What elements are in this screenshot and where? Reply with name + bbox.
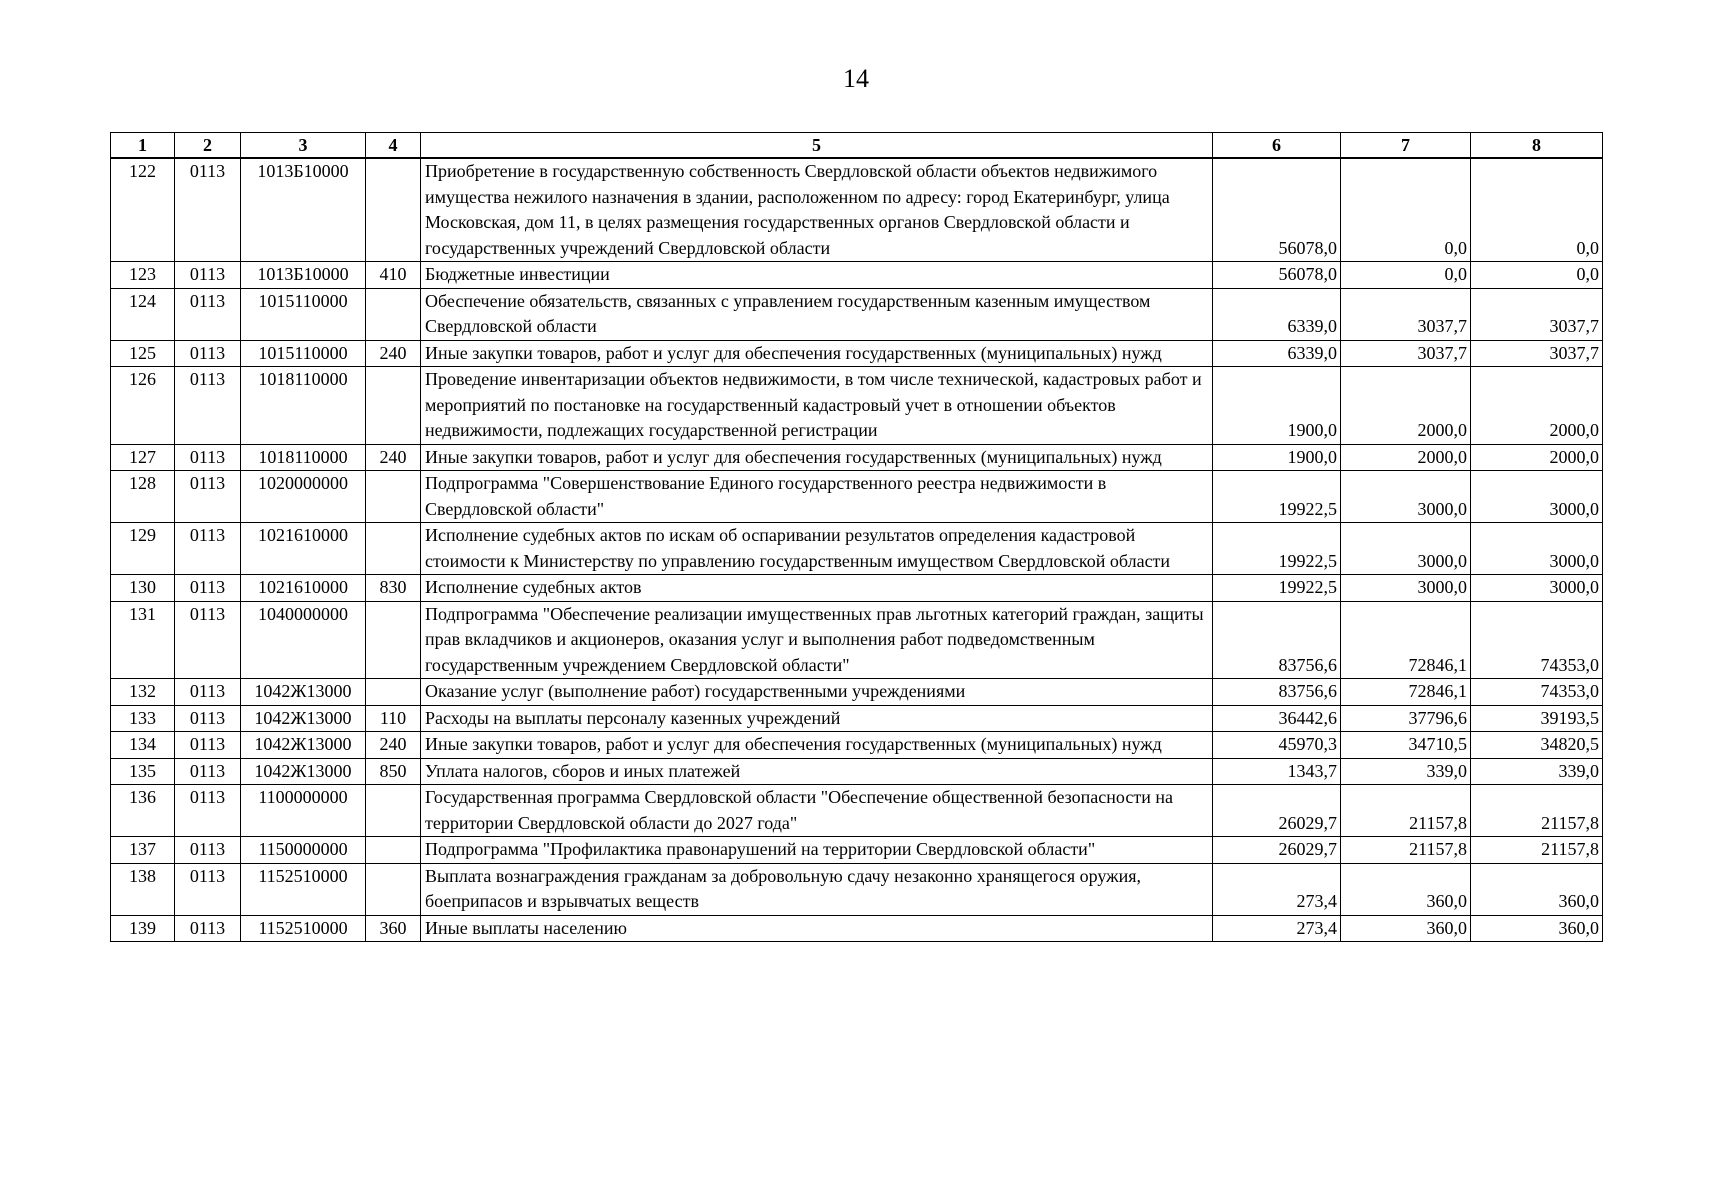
expense-type-cell: 110 <box>366 705 421 732</box>
table-row <box>111 575 1603 602</box>
target-code-cell: 1100000000 <box>241 785 366 837</box>
expense-type-cell <box>366 367 421 445</box>
description-cell: Государственная программа Свердловской области "Обеспечение общественной безопасности на территории Свердловской области до 2027 года" <box>421 785 1213 837</box>
target-code-cell: 1021610000 <box>241 523 366 575</box>
amount-col8-cell: 3000,0 <box>1471 575 1603 602</box>
table-row <box>111 705 1603 732</box>
table-row <box>111 158 1603 262</box>
amount-col6-cell: 273,4 <box>1213 863 1341 915</box>
target-code-cell: 1021610000 <box>241 575 366 602</box>
row-number-cell: 136 <box>111 785 175 837</box>
row-number-cell: 138 <box>111 863 175 915</box>
target-code-cell: 1015110000 <box>241 288 366 340</box>
row-number-cell: 135 <box>111 758 175 785</box>
amount-col8-cell: 3037,7 <box>1471 340 1603 367</box>
expense-type-cell <box>366 837 421 864</box>
expense-type-cell: 240 <box>366 732 421 759</box>
table-row <box>111 679 1603 706</box>
target-code-cell: 1013Б10000 <box>241 158 366 262</box>
amount-col6-cell: 1900,0 <box>1213 367 1341 445</box>
amount-col6-cell: 26029,7 <box>1213 837 1341 864</box>
header-cell: 5 <box>421 133 1213 159</box>
description-cell: Иные выплаты населению <box>421 915 1213 942</box>
row-number-cell: 122 <box>111 158 175 262</box>
expense-type-cell <box>366 158 421 262</box>
description-cell: Бюджетные инвестиции <box>421 262 1213 289</box>
amount-col8-cell: 3037,7 <box>1471 288 1603 340</box>
amount-col7-cell: 2000,0 <box>1341 367 1471 445</box>
description-cell: Подпрограмма "Обеспечение реализации имущественных прав льготных категорий граждан, защиты прав вкладчиков и акционеров, оказания услуг и выполнения работ подведомственным государственным учреждением Свердловской области" <box>421 601 1213 679</box>
table-row <box>111 340 1603 367</box>
section-code-cell: 0113 <box>175 679 241 706</box>
header-cell: 7 <box>1341 133 1471 159</box>
expense-type-cell <box>366 785 421 837</box>
target-code-cell: 1042Ж13000 <box>241 758 366 785</box>
amount-col8-cell: 360,0 <box>1471 863 1603 915</box>
budget-table <box>110 132 1603 942</box>
description-cell: Обеспечение обязательств, связанных с управлением государственным казенным имуществом Свердловской области <box>421 288 1213 340</box>
target-code-cell: 1042Ж13000 <box>241 705 366 732</box>
amount-col6-cell: 36442,6 <box>1213 705 1341 732</box>
amount-col7-cell: 72846,1 <box>1341 679 1471 706</box>
row-number-cell: 128 <box>111 471 175 523</box>
amount-col8-cell: 3000,0 <box>1471 523 1603 575</box>
amount-col8-cell: 2000,0 <box>1471 444 1603 471</box>
amount-col7-cell: 0,0 <box>1341 262 1471 289</box>
table-row <box>111 601 1603 679</box>
amount-col6-cell: 19922,5 <box>1213 575 1341 602</box>
description-cell: Иные закупки товаров, работ и услуг для обеспечения государственных (муниципальных) нужд <box>421 340 1213 367</box>
description-cell: Иные закупки товаров, работ и услуг для обеспечения государственных (муниципальных) нужд <box>421 732 1213 759</box>
table-row <box>111 837 1603 864</box>
header-row <box>111 133 1603 159</box>
row-number-cell: 137 <box>111 837 175 864</box>
expense-type-cell: 410 <box>366 262 421 289</box>
expense-type-cell <box>366 601 421 679</box>
section-code-cell: 0113 <box>175 158 241 262</box>
target-code-cell: 1018110000 <box>241 444 366 471</box>
table-row <box>111 471 1603 523</box>
amount-col7-cell: 3037,7 <box>1341 288 1471 340</box>
amount-col7-cell: 0,0 <box>1341 158 1471 262</box>
expense-type-cell <box>366 679 421 706</box>
amount-col6-cell: 19922,5 <box>1213 471 1341 523</box>
amount-col8-cell: 339,0 <box>1471 758 1603 785</box>
description-cell: Оказание услуг (выполнение работ) государственными учреждениями <box>421 679 1213 706</box>
section-code-cell: 0113 <box>175 262 241 289</box>
header-cell: 8 <box>1471 133 1603 159</box>
row-number-cell: 127 <box>111 444 175 471</box>
expense-type-cell: 830 <box>366 575 421 602</box>
section-code-cell: 0113 <box>175 785 241 837</box>
description-cell: Расходы на выплаты персоналу казенных учреждений <box>421 705 1213 732</box>
amount-col7-cell: 34710,5 <box>1341 732 1471 759</box>
row-number-cell: 129 <box>111 523 175 575</box>
expense-type-cell <box>366 288 421 340</box>
table-row <box>111 785 1603 837</box>
expense-type-cell <box>366 523 421 575</box>
target-code-cell: 1018110000 <box>241 367 366 445</box>
row-number-cell: 124 <box>111 288 175 340</box>
amount-col7-cell: 339,0 <box>1341 758 1471 785</box>
section-code-cell: 0113 <box>175 340 241 367</box>
target-code-cell: 1013Б10000 <box>241 262 366 289</box>
target-code-cell: 1015110000 <box>241 340 366 367</box>
section-code-cell: 0113 <box>175 863 241 915</box>
amount-col8-cell: 21157,8 <box>1471 837 1603 864</box>
target-code-cell: 1152510000 <box>241 863 366 915</box>
target-code-cell: 1150000000 <box>241 837 366 864</box>
amount-col8-cell: 21157,8 <box>1471 785 1603 837</box>
target-code-cell: 1042Ж13000 <box>241 732 366 759</box>
description-cell: Проведение инвентаризации объектов недвижимости, в том числе технической, кадастровых работ и мероприятий по постановке на государственный кадастровый учет в отношении объектов недвижимости, подлежащих государственной регистрации <box>421 367 1213 445</box>
section-code-cell: 0113 <box>175 732 241 759</box>
amount-col8-cell: 34820,5 <box>1471 732 1603 759</box>
amount-col7-cell: 3000,0 <box>1341 471 1471 523</box>
target-code-cell: 1020000000 <box>241 471 366 523</box>
section-code-cell: 0113 <box>175 837 241 864</box>
amount-col6-cell: 6339,0 <box>1213 288 1341 340</box>
table-row <box>111 732 1603 759</box>
section-code-cell: 0113 <box>175 523 241 575</box>
row-number-cell: 130 <box>111 575 175 602</box>
expense-type-cell: 240 <box>366 444 421 471</box>
header-cell: 4 <box>366 133 421 159</box>
description-cell: Выплата вознаграждения гражданам за добровольную сдачу незаконно хранящегося оружия, боеприпасов и взрывчатых веществ <box>421 863 1213 915</box>
amount-col6-cell: 83756,6 <box>1213 601 1341 679</box>
amount-col8-cell: 74353,0 <box>1471 679 1603 706</box>
amount-col6-cell: 45970,3 <box>1213 732 1341 759</box>
amount-col7-cell: 2000,0 <box>1341 444 1471 471</box>
amount-col8-cell: 0,0 <box>1471 158 1603 262</box>
amount-col7-cell: 3037,7 <box>1341 340 1471 367</box>
section-code-cell: 0113 <box>175 288 241 340</box>
amount-col7-cell: 360,0 <box>1341 915 1471 942</box>
amount-col6-cell: 83756,6 <box>1213 679 1341 706</box>
expense-type-cell: 850 <box>366 758 421 785</box>
expense-type-cell <box>366 471 421 523</box>
amount-col7-cell: 360,0 <box>1341 863 1471 915</box>
table-row <box>111 863 1603 915</box>
description-cell: Уплата налогов, сборов и иных платежей <box>421 758 1213 785</box>
amount-col6-cell: 26029,7 <box>1213 785 1341 837</box>
description-cell: Подпрограмма "Профилактика правонарушений на территории Свердловской области" <box>421 837 1213 864</box>
description-cell: Приобретение в государственную собственность Свердловской области объектов недвижимого имущества нежилого назначения в здании, расположенном по адресу: город Екатеринбург, улица Московская, дом 11, в целях размещения государственных органов Свердловской области и государственных учреждений Свердловской области <box>421 158 1213 262</box>
header-cell: 6 <box>1213 133 1341 159</box>
table-row <box>111 288 1603 340</box>
row-number-cell: 139 <box>111 915 175 942</box>
amount-col7-cell: 72846,1 <box>1341 601 1471 679</box>
amount-col6-cell: 273,4 <box>1213 915 1341 942</box>
description-cell: Исполнение судебных актов по искам об оспаривании результатов определения кадастровой стоимости к Министерству по управлению государственным имуществом Свердловской области <box>421 523 1213 575</box>
amount-col7-cell: 3000,0 <box>1341 575 1471 602</box>
expense-type-cell: 240 <box>366 340 421 367</box>
row-number-cell: 125 <box>111 340 175 367</box>
amount-col7-cell: 37796,6 <box>1341 705 1471 732</box>
amount-col6-cell: 56078,0 <box>1213 158 1341 262</box>
row-number-cell: 134 <box>111 732 175 759</box>
amount-col6-cell: 56078,0 <box>1213 262 1341 289</box>
amount-col6-cell: 1900,0 <box>1213 444 1341 471</box>
amount-col6-cell: 6339,0 <box>1213 340 1341 367</box>
amount-col8-cell: 74353,0 <box>1471 601 1603 679</box>
section-code-cell: 0113 <box>175 444 241 471</box>
header-cell: 2 <box>175 133 241 159</box>
description-cell: Исполнение судебных актов <box>421 575 1213 602</box>
header-cell: 3 <box>241 133 366 159</box>
target-code-cell: 1152510000 <box>241 915 366 942</box>
row-number-cell: 131 <box>111 601 175 679</box>
description-cell: Иные закупки товаров, работ и услуг для обеспечения государственных (муниципальных) нужд <box>421 444 1213 471</box>
row-number-cell: 126 <box>111 367 175 445</box>
target-code-cell: 1042Ж13000 <box>241 679 366 706</box>
table-body <box>111 158 1603 942</box>
amount-col7-cell: 21157,8 <box>1341 785 1471 837</box>
table-row <box>111 758 1603 785</box>
table-row <box>111 262 1603 289</box>
expense-type-cell: 360 <box>366 915 421 942</box>
page-number: 14 <box>843 64 869 93</box>
amount-col8-cell: 0,0 <box>1471 262 1603 289</box>
section-code-cell: 0113 <box>175 601 241 679</box>
table-row <box>111 523 1603 575</box>
row-number-cell: 133 <box>111 705 175 732</box>
description-cell: Подпрограмма "Совершенствование Единого государственного реестра недвижимости в Свердловской области" <box>421 471 1213 523</box>
table-row <box>111 444 1603 471</box>
table-row <box>111 367 1603 445</box>
expense-type-cell <box>366 863 421 915</box>
amount-col6-cell: 19922,5 <box>1213 523 1341 575</box>
section-code-cell: 0113 <box>175 705 241 732</box>
section-code-cell: 0113 <box>175 758 241 785</box>
row-number-cell: 123 <box>111 262 175 289</box>
section-code-cell: 0113 <box>175 367 241 445</box>
target-code-cell: 1040000000 <box>241 601 366 679</box>
table-row <box>111 915 1603 942</box>
section-code-cell: 0113 <box>175 471 241 523</box>
amount-col7-cell: 3000,0 <box>1341 523 1471 575</box>
amount-col8-cell: 39193,5 <box>1471 705 1603 732</box>
section-code-cell: 0113 <box>175 575 241 602</box>
header-cell: 1 <box>111 133 175 159</box>
section-code-cell: 0113 <box>175 915 241 942</box>
amount-col8-cell: 3000,0 <box>1471 471 1603 523</box>
amount-col6-cell: 1343,7 <box>1213 758 1341 785</box>
row-number-cell: 132 <box>111 679 175 706</box>
amount-col8-cell: 2000,0 <box>1471 367 1603 445</box>
amount-col7-cell: 21157,8 <box>1341 837 1471 864</box>
amount-col8-cell: 360,0 <box>1471 915 1603 942</box>
